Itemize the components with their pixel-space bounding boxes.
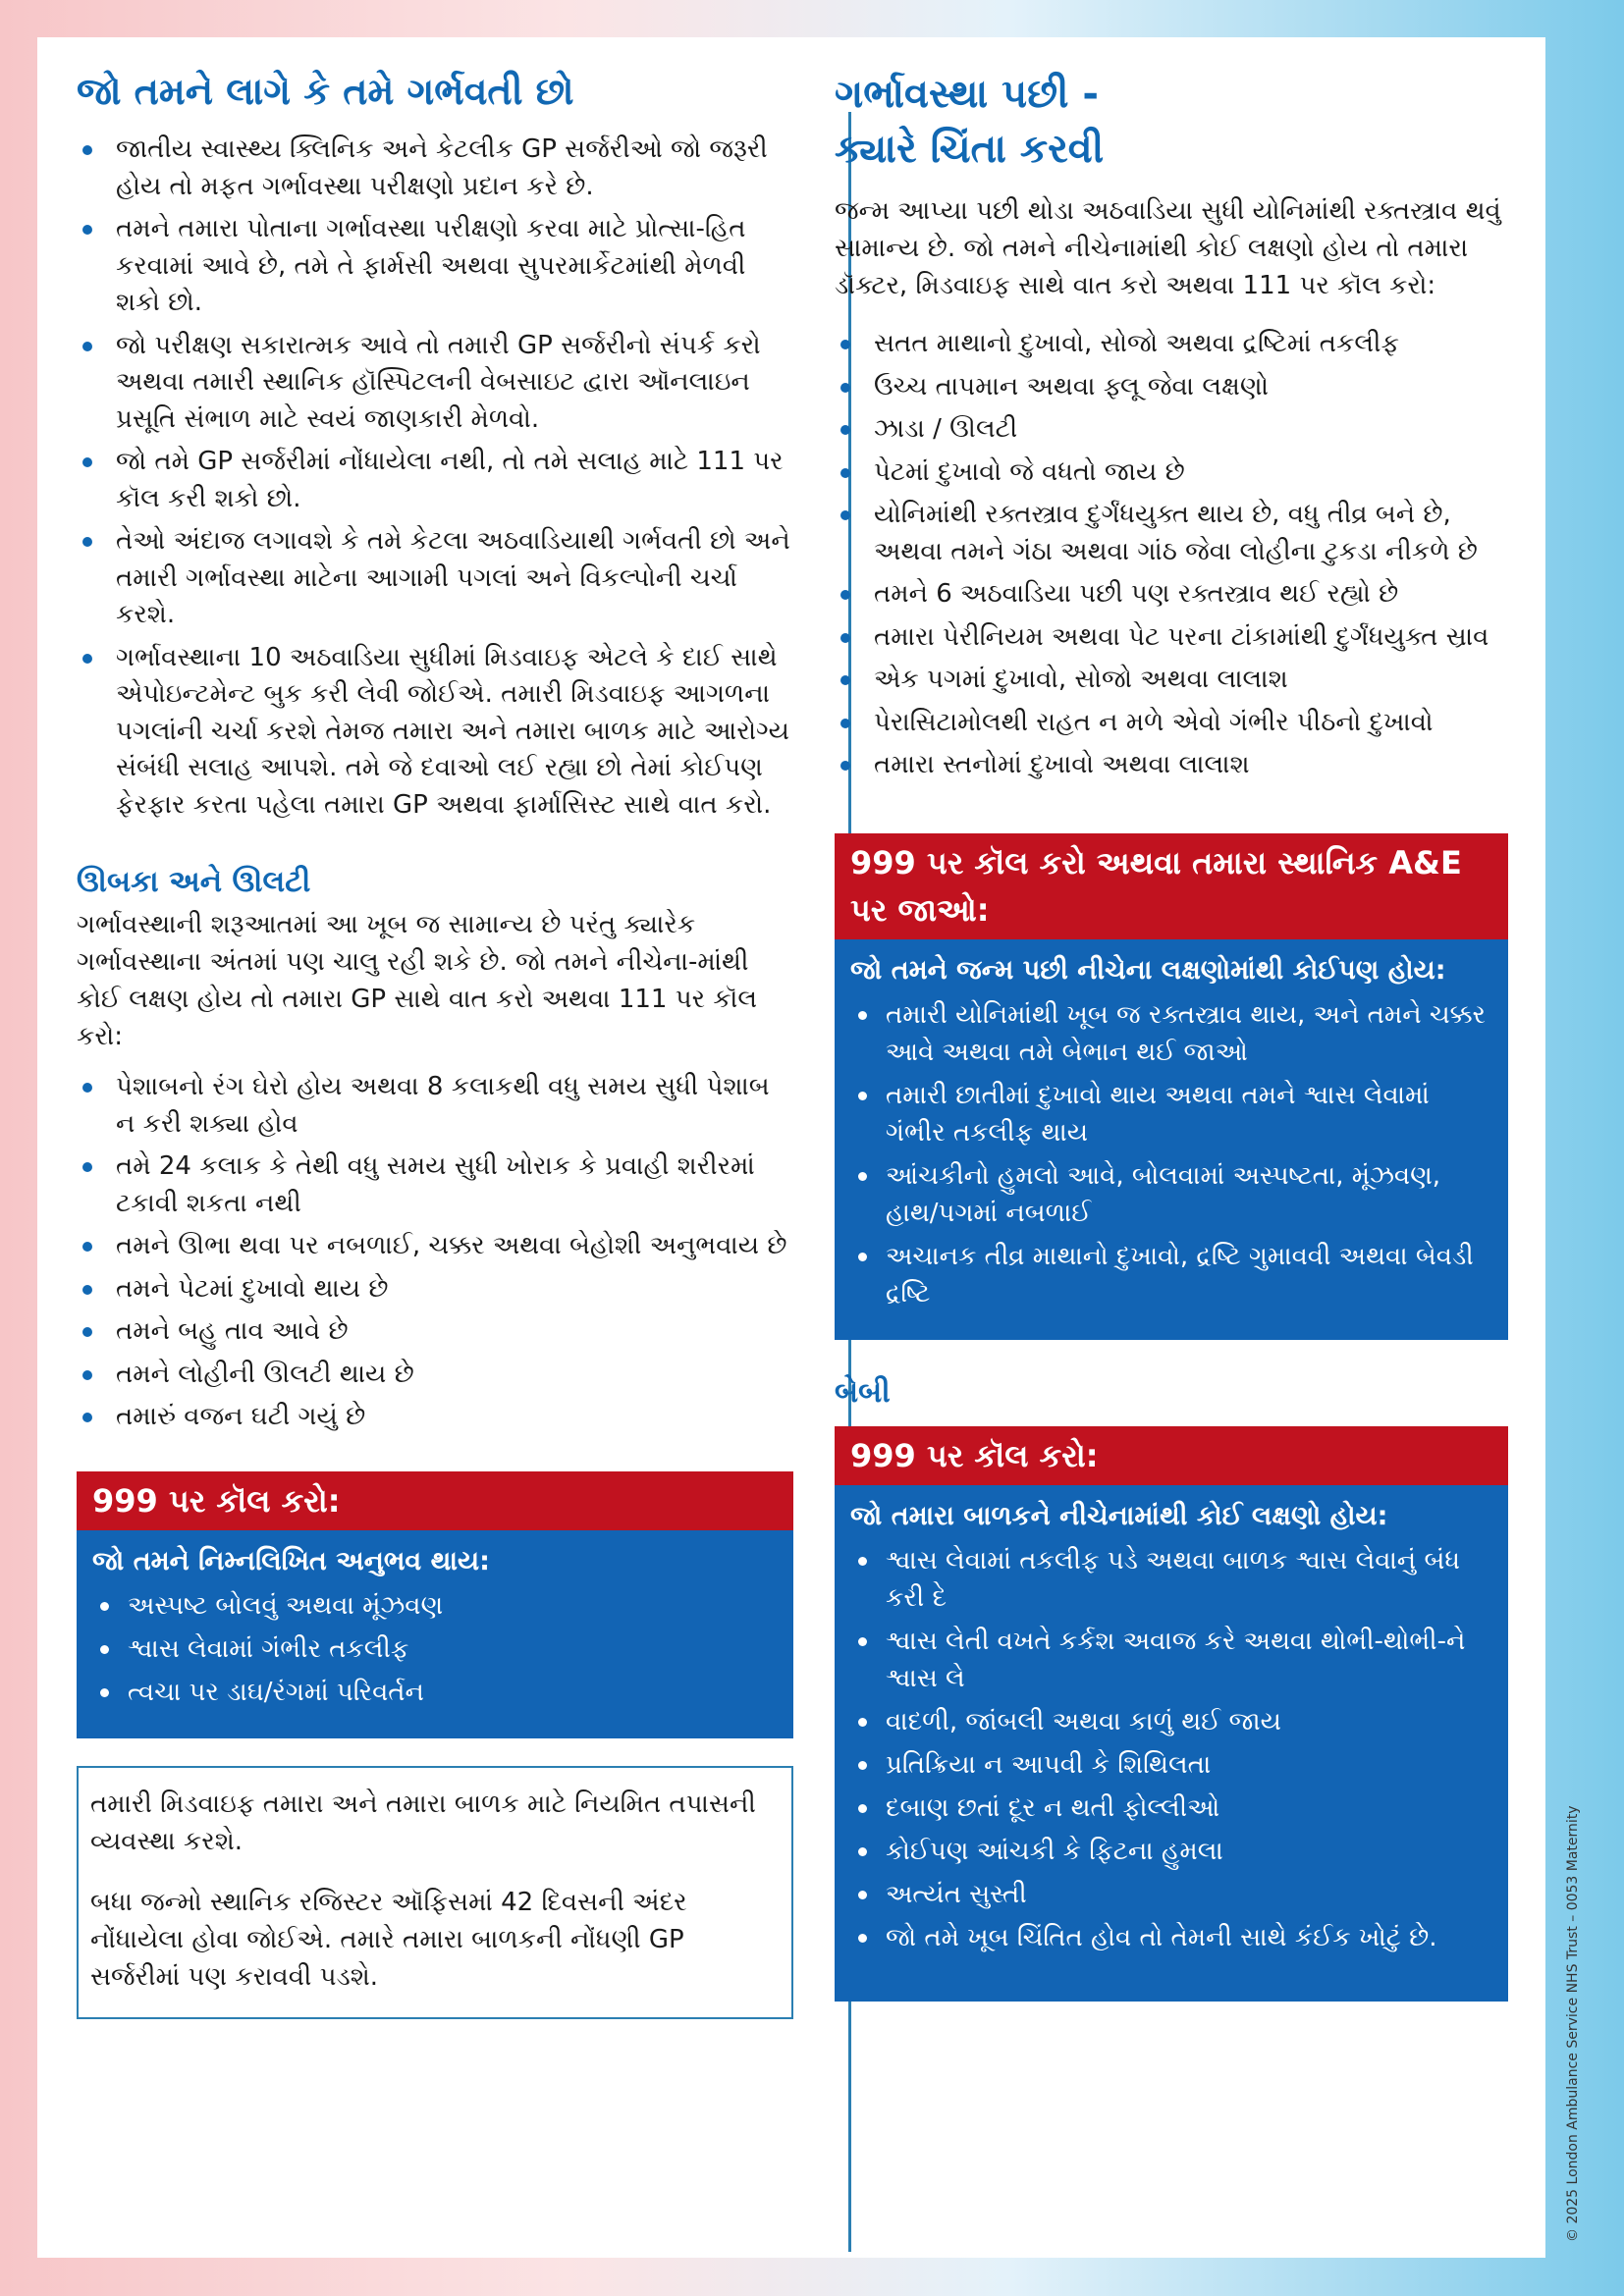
list-item: પ્રતિક્રિયા ન આપવી કે શિથિલતા (850, 1746, 1492, 1784)
after-intro: જન્મ આપ્યા પછી થોડા અઠવાડિયા સુધી યોનિમાંથી રક્તસ્ત્રાવ થવું સામાન્ય છે. જો તમને નીચેનામાંથી કોઈ લક્ષણો હોય તો તમારા ડૉક્ટર, મિડવાઇફ સાથે વાત કરો અથવા 111 પર કૉલ કરો: (835, 196, 1501, 300)
alert-subheading: જો તમને જન્મ પછી નીચેના લક્ષણોમાંથી કોઈપણ હોય: (850, 954, 1446, 986)
after-pregnancy-section (835, 67, 1508, 784)
alert-body (835, 1485, 1508, 2002)
alert-list (850, 1542, 1492, 1956)
call-999-baby-alert (835, 1426, 1508, 2002)
list-item: ઝાડા / ઊલટી (835, 411, 1508, 449)
alert-body (835, 939, 1508, 1340)
list-item: ઉચ્ચ તાપમાન અથવા ફ્લૂ જેવા લક્ષણો (835, 369, 1508, 406)
call-999-ae-alert (835, 833, 1508, 1340)
alert-list (92, 1587, 778, 1711)
list-item: અત્યંત સુસ્તી (850, 1876, 1492, 1913)
list-item: વાદળી, જાંબલી અથવા કાળું થઈ જાય (850, 1703, 1492, 1740)
pregnant-list (77, 132, 793, 824)
list-item: તમારા સ્તનોમાં દુખાવો અથવા લાલાશ (835, 747, 1508, 784)
list-item: તમને 6 અઠવાડિયા પછી પણ રક્તસ્ત્રાવ થઈ રહ્યો છે (835, 576, 1508, 614)
list-item: તમારી છાતીમાં દુખાવો થાય અથવા તમને શ્વાસ લેવામાં ગંભીર તકલીફ થાય (850, 1077, 1492, 1151)
list-item: તમે 24 કલાક કે તેથી વધુ સમય સુધી ખોરાક કે પ્રવાહી શરીરમાં ટકાવી શકતા નથી (77, 1148, 793, 1222)
list-item: જાતીય સ્વાસ્થ્ય ક્લિનિક અને કેટલીક GP સર્જરીઓ જો જરૂરી હોય તો મફત ગર્ભાવસ્થા પરીક્ષણો પ્રદાન કરે છે. (77, 132, 793, 205)
after-list (835, 326, 1508, 784)
list-item: દબાણ છતાં દૂર ન થતી ફોલ્લીઓ (850, 1789, 1492, 1827)
list-item: અસ્પષ્ટ બોલવું અથવા મૂંઝવણ (92, 1587, 778, 1625)
list-item: ગર્ભાવસ્થાના 10 અઠવાડિયા સુધીમાં મિડવાઇફ એટલે કે દાઈ સાથે એપોઇન્ટમેન્ટ બુક કરી લેવી જોઈએ. તમારી મિડવાઇફ આગળના પગલાંની ચર્ચા કરશે તેમજ તમારા અને તમારા બાળક માટે આરોગ્ય સંબંધી સલાહ આપશે. તમે જે દવાઓ લઈ રહ્યા છો તેમાં કોઈપણ ફેરફાર કરતા પહેલા તમારા GP અથવા ફાર્માસિસ્ટ સાથે વાત કરો. (77, 640, 793, 825)
alert-heading: 999 પર કૉલ કરો: (77, 1471, 793, 1530)
call-999-alert-adult (77, 1471, 793, 1738)
copyright-text: © 2025 London Ambulance Service NHS Trust – 0053 Maternity (1565, 1805, 1581, 2242)
list-item: તમને તમારા પોતાના ગર્ભાવસ્થા પરીક્ષણો કરવા માટે પ્રોત્સા-હિત કરવામાં આવે છે, તમે તે ફાર્મસી અથવા સુપરમાર્કેટમાંથી મેળવી શકો છો. (77, 211, 793, 322)
nausea-title: ઊબકા અને ઊલટી (77, 865, 311, 899)
nausea-intro: ગર્ભાવસ્થાની શરૂઆતમાં આ ખૂબ જ સામાન્ય છે પરંતુ ક્યારેક ગર્ભાવસ્થાના અંતમાં પણ ચાલુ રહી શકે છે. જો તમને નીચેના-માંથી કોઈ લક્ષણ હોય તો તમારા GP સાથે વાત કરો અથવા 111 પર કૉલ કરો: (77, 910, 758, 1051)
pregnant-title: જો તમને લાગે કે તમે ગર્ભવતી છો (77, 70, 574, 113)
list-item: પેશાબનો રંગ ઘેરો હોય અથવા 8 કલાકથી વધુ સમય સુધી પેશાબ ન કરી શક્યા હોવ (77, 1069, 793, 1143)
after-title (835, 67, 1508, 177)
list-item: અચાનક તીવ્ર માથાનો દુખાવો, દ્રષ્ટિ ગુમાવવી અથવા બેવડી દ્રષ્ટિ (850, 1238, 1492, 1312)
leaflet-page (37, 37, 1545, 2258)
info-paragraph-registration: બધા જન્મો સ્થાનિક રજિસ્ટર ઑફિસમાં 42 દિવસની અંદર નોંધાયેલા હોવા જોઈએ. તમારે તમારા બાળકની નોંધણી GP સર્જરીમાં પણ કરાવવી પડશે. (90, 1887, 687, 1992)
list-item: જો પરીક્ષણ સકારાત્મક આવે તો તમારી GP સર્જરીનો સંપર્ક કરો અથવા તમારી સ્થાનિક હૉસ્પિટલની વેબસાઇટ દ્વારા ઑનલાઇન પ્રસૂતિ સંભાળ માટે સ્વયં જાણકારી મેળવો. (77, 328, 793, 439)
midwife-info-box (77, 1766, 793, 2019)
list-item: કોઈપણ આંચકી કે ફિટના હુમલા (850, 1833, 1492, 1870)
after-title-line2: ક્યારે ચિંતા કરવી (835, 127, 1105, 172)
left-column (77, 67, 793, 2019)
list-item: આંચકીનો હુમલો આવે, બોલવામાં અસ્પષ્ટતા, મૂંઝવણ, હાથ/પગમાં નબળાઈ (850, 1157, 1492, 1232)
list-item: પેટમાં દુખાવો જે વધતો જાય છે (835, 454, 1508, 492)
list-item: તેઓ અંદાજ લગાવશે કે તમે કેટલા અઠવાડિયાથી ગર્ભવતી છો અને તમારી ગર્ભાવસ્થા માટેના આગામી પગલાં અને વિકલ્પોની ચર્ચા કરશે. (77, 523, 793, 634)
list-item: તમને પેટમાં દુખાવો થાય છે (77, 1271, 793, 1308)
right-column (835, 67, 1508, 2002)
list-item: સતત માથાનો દુખાવો, સોજો અથવા દ્રષ્ટિમાં તકલીફ (835, 326, 1508, 363)
alert-body (77, 1530, 793, 1738)
list-item: તમને બહુ તાવ આવે છે (77, 1313, 793, 1351)
nausea-list (77, 1069, 793, 1436)
list-item: તમને ઊભા થવા પર નબળાઈ, ચક્કર અથવા બેહોશી અનુભવાય છે (77, 1228, 793, 1265)
list-item: તમારું વજન ઘટી ગયું છે (77, 1399, 793, 1436)
list-item: તમને લોહીની ઊલટી થાય છે (77, 1357, 793, 1394)
alert-heading: 999 પર કૉલ કરો અથવા તમારા સ્થાનિક A&E પર જાઓ: (835, 833, 1508, 939)
list-item: શ્વાસ લેવામાં ગંભીર તકલીફ (92, 1630, 778, 1668)
list-item: જો તમે GP સર્જરીમાં નોંધાયેલા નથી, તો તમે સલાહ માટે 111 પર કૉલ કરી શકો છો. (77, 444, 793, 517)
list-item: ત્વચા પર ડાઘ/રંગમાં પરિવર્તન (92, 1674, 778, 1711)
list-item: તમારી યોનિમાંથી ખૂબ જ રક્તસ્ત્રાવ થાય, અને તમને ચક્કર આવે અથવા તમે બેભાન થઈ જાઓ (850, 996, 1492, 1071)
list-item: યોનિમાંથી રક્તસ્ત્રાવ દુર્ગંધયુક્ત થાય છે, વધુ તીવ્ર બને છે, અથવા તમને ગંઠા અથવા ગાંઠ જેવા લોહીના ટુકડા નીકળે છે (835, 497, 1508, 570)
pregnant-section (77, 67, 793, 824)
alert-subheading: જો તમારા બાળકને નીચેનામાંથી કોઈ લક્ષણો હોય: (850, 1500, 1388, 1531)
list-item: પેરાસિટામોલથી રાહત ન મળે એવો ગંભીર પીઠનો દુખાવો (835, 705, 1508, 742)
list-item: એક પગમાં દુખાવો, સોજો અથવા લાલાશ (835, 662, 1508, 699)
alert-list (850, 996, 1492, 1312)
alert-subheading: જો તમને નિમ્નલિખિત અનુભવ થાય: (92, 1545, 490, 1576)
list-item: જો તમે ખૂબ ચિંતિત હોવ તો તેમની સાથે કંઈક ખોટું છે. (850, 1919, 1492, 1956)
list-item: શ્વાસ લેવામાં તકલીફ પડે અથવા બાળક શ્વાસ લેવાનું બંધ કરી દે (850, 1542, 1492, 1617)
baby-title: બેબી (835, 1374, 891, 1410)
after-title-line1: ગર્ભાવસ્થા પછી - (835, 72, 1099, 117)
alert-heading: 999 પર કૉલ કરો: (835, 1426, 1508, 1485)
list-item: શ્વાસ લેતી વખતે કર્કશ અવાજ કરે અથવા થોભી-થોભી-ને શ્વાસ લે (850, 1623, 1492, 1697)
list-item: તમારા પેરીનિયમ અથવા પેટ પરના ટાંકામાંથી દુર્ગંધયુક્ત સ્રાવ (835, 619, 1508, 657)
info-paragraph-checks: તમારી મિડવાઇફ તમારા અને તમારા બાળક માટે નિયમિત તપાસની વ્યવસ્થા કરશે. (90, 1789, 756, 1856)
nausea-section (77, 863, 793, 1436)
